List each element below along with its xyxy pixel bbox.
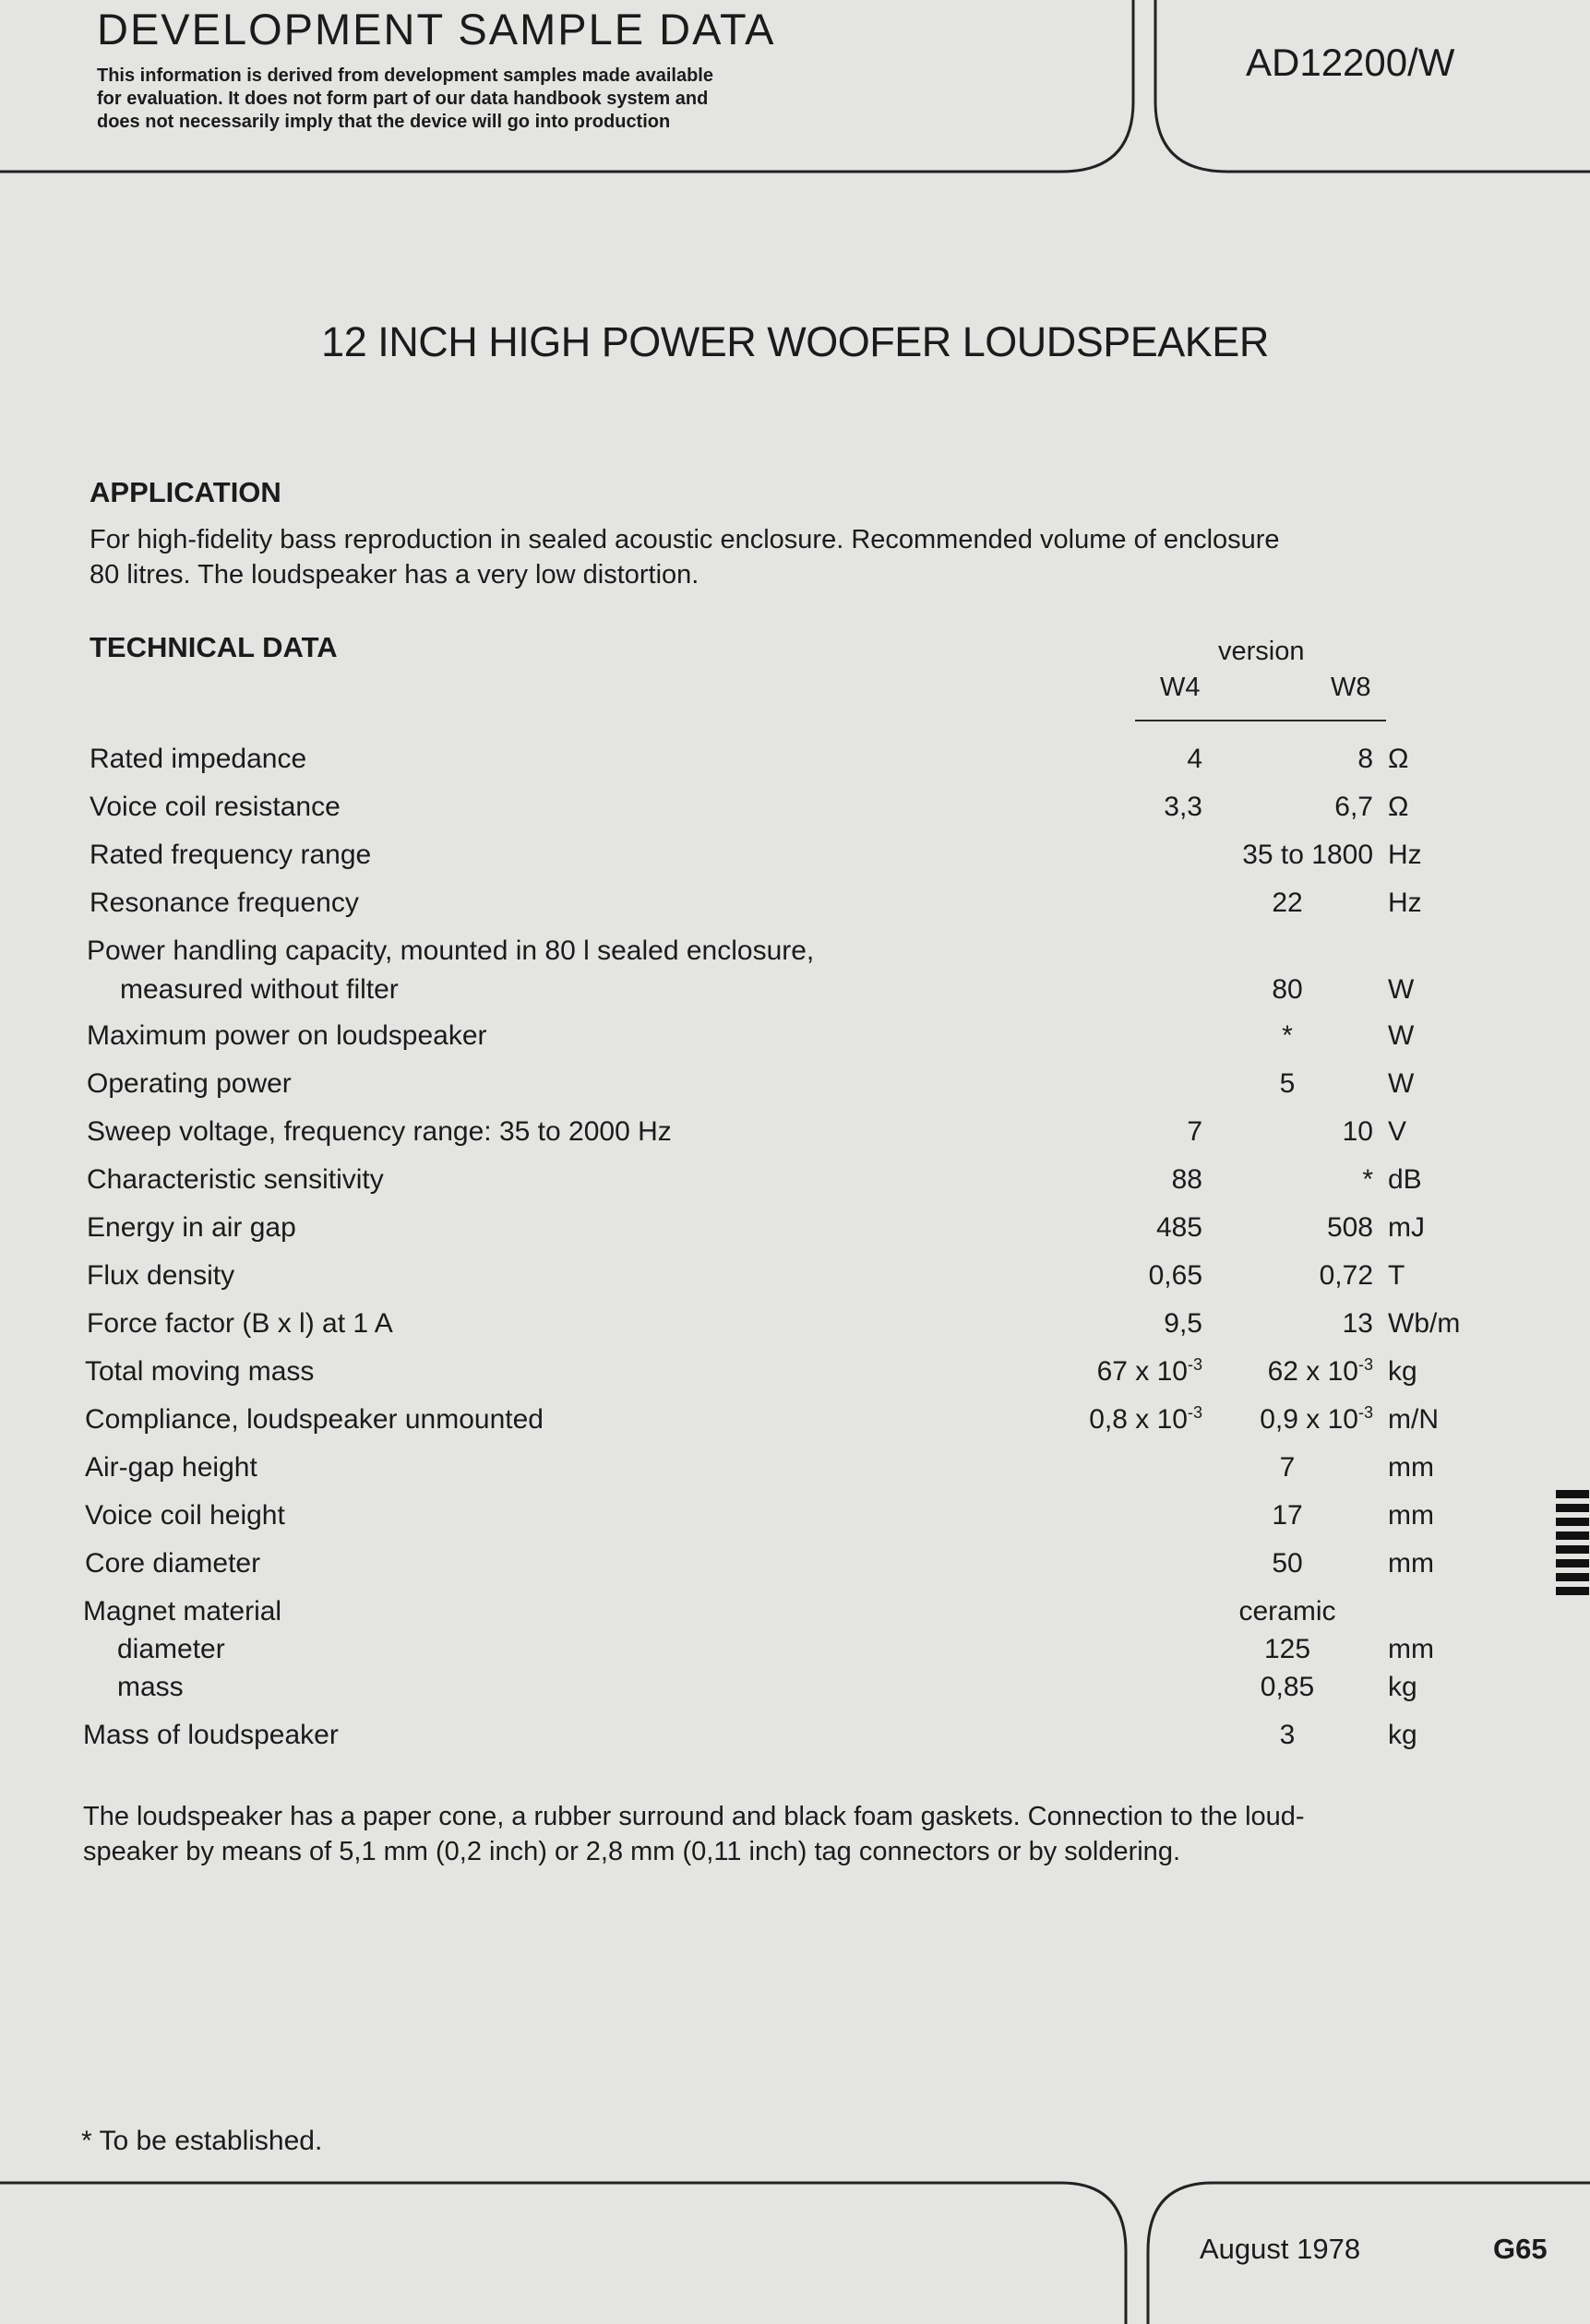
unit: mJ [1388,1212,1425,1243]
row-label: Maximum power on loudspeaker [87,1020,487,1051]
table-row [0,1404,1590,1441]
w8-exponent: -3 [1357,1355,1373,1374]
shared-value: 50 [1272,1548,1303,1579]
w4-value: 0,65 [1148,1260,1202,1291]
application-heading: APPLICATION [90,476,281,508]
table-row [0,1596,1590,1633]
row-label: Voice coil height [85,1500,285,1531]
w4-value: 7 [1187,1116,1202,1147]
shared-value: 125 [1263,1634,1311,1664]
unit: Ω [1388,744,1409,774]
unit: T [1388,1260,1405,1291]
shared-value: * [1282,1020,1293,1051]
row-label: Power handling capacity, mounted in 80 l sealed enclosure, [87,936,815,966]
shared-value: ceramic [1238,1596,1336,1627]
application-line: 80 litres. The loudspeaker has a very low distortion. [90,560,699,590]
w8-exponent: -3 [1357,1403,1373,1422]
shared-value: 17 [1272,1500,1303,1531]
footnote: * To be established. [81,2126,323,2156]
table-row [0,1548,1590,1585]
row-label: Rated frequency range [90,840,372,870]
application-text [90,522,1280,592]
unit: kg [1388,1672,1417,1702]
row-label: Rated impedance [90,744,307,774]
w4-value: 4 [1187,744,1202,774]
row-label: Operating power [87,1068,292,1099]
unit: mm [1388,1548,1434,1579]
table-row [0,1720,1590,1757]
shared-value: 3 [1279,1720,1296,1750]
section-edge-marker [1556,1490,1589,1601]
unit: mm [1388,1634,1434,1664]
row-label: Force factor (B x l) at 1 A [87,1308,393,1339]
w8-value: 0,72 [1319,1260,1373,1291]
row-label: Resonance frequency [90,888,359,918]
unit: Wb/m [1388,1308,1461,1339]
unit: W [1388,974,1415,1005]
row-label: Voice coil resistance [90,792,341,822]
w4-value: 9,5 [1164,1308,1202,1339]
unit: dB [1388,1164,1422,1195]
row-label: Mass of loudspeaker [83,1720,339,1750]
table-row [0,1452,1590,1489]
table-row [0,936,1590,972]
notice-line: for evaluation. It does not form part of our data handbook system and [97,89,709,109]
shared-value: 80 [1272,974,1303,1005]
table-row [0,1308,1590,1345]
description-line: The loudspeaker has a paper cone, a rubber surround and black foam gaskets. Connection to the loud- [83,1802,1305,1831]
shared-value: 0,85 [1260,1672,1315,1702]
page-number: G65 [1493,2233,1548,2265]
w8-value: 508 [1326,1212,1373,1243]
unit: m/N [1388,1404,1439,1435]
unit: kg [1388,1356,1417,1387]
column-w4-header: W4 [1160,673,1201,702]
table-row [0,744,1590,781]
table-row [0,1020,1590,1057]
type-number: AD12200/W [1246,41,1455,84]
unit: kg [1388,1720,1417,1750]
table-row [0,792,1590,828]
development-sample-heading: DEVELOPMENT SAMPLE DATA [97,5,776,54]
table-row [0,1634,1590,1671]
unit: W [1388,1068,1415,1099]
row-label: Total moving mass [85,1356,315,1387]
unit: V [1388,1116,1407,1147]
table-row [0,1164,1590,1201]
row-label: Flux density [87,1260,235,1291]
w8-value: * [1362,1164,1373,1195]
w8-value [1260,1404,1373,1436]
development-notice [97,65,835,134]
table-row [0,1672,1590,1709]
w4-value: 485 [1155,1212,1202,1243]
w4-value: 88 [1171,1164,1202,1195]
shared-value: 35 to 1800 [1242,840,1373,870]
w4-mantissa: 67 x 10 [1096,1356,1188,1387]
w4-value [1097,1356,1202,1388]
description-line: speaker by means of 5,1 mm (0,2 inch) or 2,8 mm (0,11 inch) tag connectors or by soldering. [83,1837,1180,1866]
description-text [83,1799,1305,1869]
technical-data-heading: TECHNICAL DATA [90,631,338,663]
row-label: Magnet material [83,1596,282,1627]
unit: Hz [1388,888,1422,918]
table-row [0,1116,1590,1153]
row-label: Compliance, loudspeaker unmounted [85,1404,544,1435]
column-w8-header: W8 [1331,673,1371,702]
w8-value [1268,1356,1373,1388]
shared-value: 7 [1279,1452,1296,1483]
w4-exponent: -3 [1187,1355,1202,1374]
table-row [0,840,1590,876]
row-label: diameter [117,1634,225,1664]
unit: mm [1388,1452,1434,1483]
w4-exponent: -3 [1187,1403,1202,1422]
version-label: version [1218,637,1305,666]
notice-line: does not necessarily imply that the device will go into production [97,112,671,132]
unit: W [1388,1020,1415,1051]
w8-value: 8 [1357,744,1373,774]
w4-value: 3,3 [1164,792,1202,822]
row-label: Characteristic sensitivity [87,1164,384,1195]
unit: Hz [1388,840,1422,870]
column-header-rule [1135,720,1386,721]
row-label-continued: measured without filter [120,974,399,1005]
table-row [0,1356,1590,1393]
w8-mantissa: 62 x 10 [1267,1356,1358,1387]
row-label: Air-gap height [85,1452,257,1483]
shared-value: 5 [1279,1068,1296,1099]
notice-line: This information is derived from development samples made available [97,66,713,86]
issue-date: August 1978 [1200,2233,1361,2265]
table-row-continued [0,974,1590,1011]
row-label: Energy in air gap [87,1212,296,1243]
document-title: 12 INCH HIGH POWER WOOFER LOUDSPEAKER [321,318,1269,365]
unit: mm [1388,1500,1434,1531]
table-row [0,1260,1590,1297]
shared-value: 22 [1272,888,1303,918]
row-label: Sweep voltage, frequency range: 35 to 2000 Hz [87,1116,672,1147]
table-row [0,1212,1590,1249]
row-label: mass [117,1672,184,1702]
w4-mantissa: 0,8 x 10 [1089,1404,1188,1435]
w4-value [1089,1404,1202,1436]
w8-value: 6,7 [1334,792,1373,822]
w8-value: 13 [1342,1308,1373,1339]
table-row [0,888,1590,924]
w8-value: 10 [1342,1116,1373,1147]
row-label: Core diameter [85,1548,261,1579]
application-line: For high-fidelity bass reproduction in sealed acoustic enclosure. Recommended volume of enclosure [90,525,1280,554]
table-row [0,1068,1590,1105]
unit: Ω [1388,792,1409,822]
w8-mantissa: 0,9 x 10 [1260,1404,1358,1435]
table-row [0,1500,1590,1537]
